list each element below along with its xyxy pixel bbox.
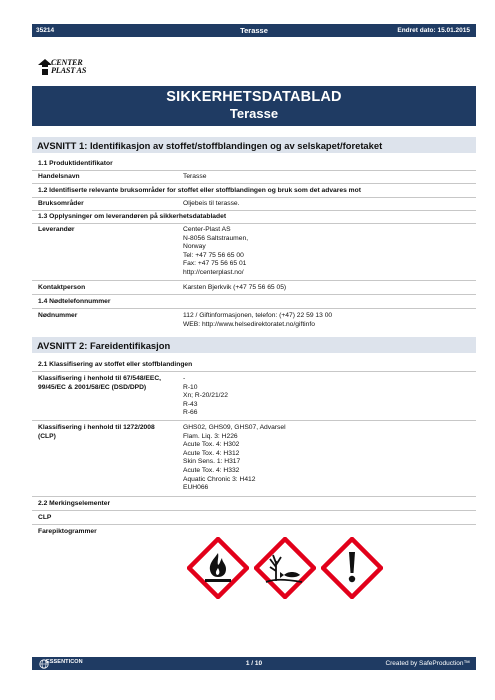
emergency-line: 112 / Giftinformasjonen, telefon: (+47) 22 59 13 00 — [183, 312, 333, 319]
product-title: Terasse — [229, 106, 279, 121]
contact-value: Karsten Bjerkvik (+47 75 56 65 05) — [183, 284, 287, 291]
emergency-line: WEB: http://www.helsedirektoratet.no/giftinfo — [183, 320, 315, 328]
supplier-line: Center-Plast AS — [183, 226, 231, 233]
clp-value: Acute Tox. 4: H302 — [183, 441, 240, 449]
section-2-heading: AVSNITT 2: Fareidentifikasjon — [32, 336, 476, 353]
clp-value: EUH066 — [183, 484, 209, 492]
divider — [32, 280, 476, 281]
supplier-line: Norway — [183, 243, 206, 251]
page-number: 1 / 10 — [245, 659, 263, 667]
supplier-label: Leverandør — [38, 226, 75, 233]
dsd-value: R-66 — [183, 409, 198, 417]
clp-value: Flam. Liq. 3: H226 — [183, 432, 238, 440]
section-1-heading: AVSNITT 1: Identifikasjon av stoffet/stoffblandingen og av selskapet/foretaket — [32, 136, 476, 153]
subsection-2-1: 2.1 Klassifisering av stoffet eller stoffblandingen — [38, 361, 193, 368]
emergency-block — [183, 312, 332, 329]
divider — [32, 197, 476, 198]
subsection-1-2: 1.2 Identifiserte relevante bruksområder for stoffet eller stoffblandingen og bruk som det advares mot — [38, 187, 361, 194]
clp-value: GHS02, GHS09, GHS07, Advarsel — [183, 424, 286, 431]
contact-label: Kontaktperson — [38, 284, 86, 291]
subsection-2-2: 2.2 Merkingselementer — [38, 500, 111, 507]
divider — [32, 308, 476, 309]
subsection-1-3: 1.3 Opplysninger om leverandøren på sikkerhetsdatabladet — [38, 213, 227, 220]
divider — [32, 170, 476, 171]
clp-value: Acute Tox. 4: H332 — [183, 466, 240, 474]
header-product-name: Terasse — [240, 25, 268, 35]
footer-bar — [32, 657, 476, 670]
company-logo — [38, 58, 100, 80]
divider — [32, 510, 476, 511]
flame-icon — [187, 537, 249, 599]
dsd-value: R-43 — [183, 400, 198, 408]
dsd-value: - — [183, 375, 186, 382]
divider — [32, 371, 476, 372]
clp-value: Acute Tox. 4: H312 — [183, 449, 240, 457]
supplier-line: Tel: +47 75 56 65 00 — [183, 251, 244, 259]
clp-values — [183, 424, 286, 493]
dsd-label: Klassifisering i henhold til 67/548/EEC, 99/45/EC & 2001/58/EC (DSD/DPD) — [38, 375, 162, 391]
revision-date: Endret dato: 15.01.2015 — [397, 26, 470, 34]
clp-value: Skin Sens. 1: H317 — [183, 458, 241, 466]
brand-name: ESSENTICON — [46, 658, 83, 665]
supplier-line: http://centerplast.no/ — [183, 268, 244, 276]
divider — [32, 223, 476, 224]
clp-heading: CLP — [38, 514, 52, 521]
uses-value: Oljebeis til terasse. — [183, 200, 240, 207]
top-header-bar — [32, 24, 476, 37]
tradename-value: Terasse — [183, 173, 207, 180]
divider — [32, 524, 476, 525]
dsd-value: R-10 — [183, 383, 198, 391]
logo-text: CENTER PLAST AS — [51, 58, 87, 75]
supplier-line: N-8056 Saltstraumen, — [183, 234, 249, 242]
dsd-values — [183, 375, 228, 418]
created-by: Created by SafeProduction™ — [385, 660, 470, 667]
document-id: 35214 — [36, 26, 55, 34]
pictograms-label: Farepiktogrammer — [38, 528, 97, 535]
emergency-label: Nødnummer — [38, 312, 78, 319]
divider — [32, 496, 476, 497]
title-band — [32, 86, 476, 126]
subsection-1-1: 1.1 Produktidentifikator — [38, 160, 113, 167]
divider — [32, 183, 476, 184]
supplier-block — [183, 226, 248, 278]
subsection-1-4: 1.4 Nødtelefonnummer — [38, 298, 111, 305]
tradename-label: Handelsnavn — [38, 173, 80, 180]
environment-icon — [254, 537, 316, 599]
clp-label: Klassifisering i henhold til 1272/2008 (CLP) — [38, 424, 155, 440]
divider — [32, 210, 476, 211]
exclamation-icon — [321, 537, 383, 599]
divider — [32, 294, 476, 295]
clp-value: Aquatic Chronic 3: H412 — [183, 475, 256, 483]
document-title: SIKKERHETSDATABLAD — [166, 89, 342, 105]
dsd-value: Xn; R-20/21/22 — [183, 392, 228, 400]
supplier-line: Fax: +47 75 56 65 01 — [183, 260, 247, 268]
logo-mark-icon — [38, 59, 52, 75]
divider — [32, 420, 476, 421]
uses-label: Bruksområder — [38, 200, 84, 207]
